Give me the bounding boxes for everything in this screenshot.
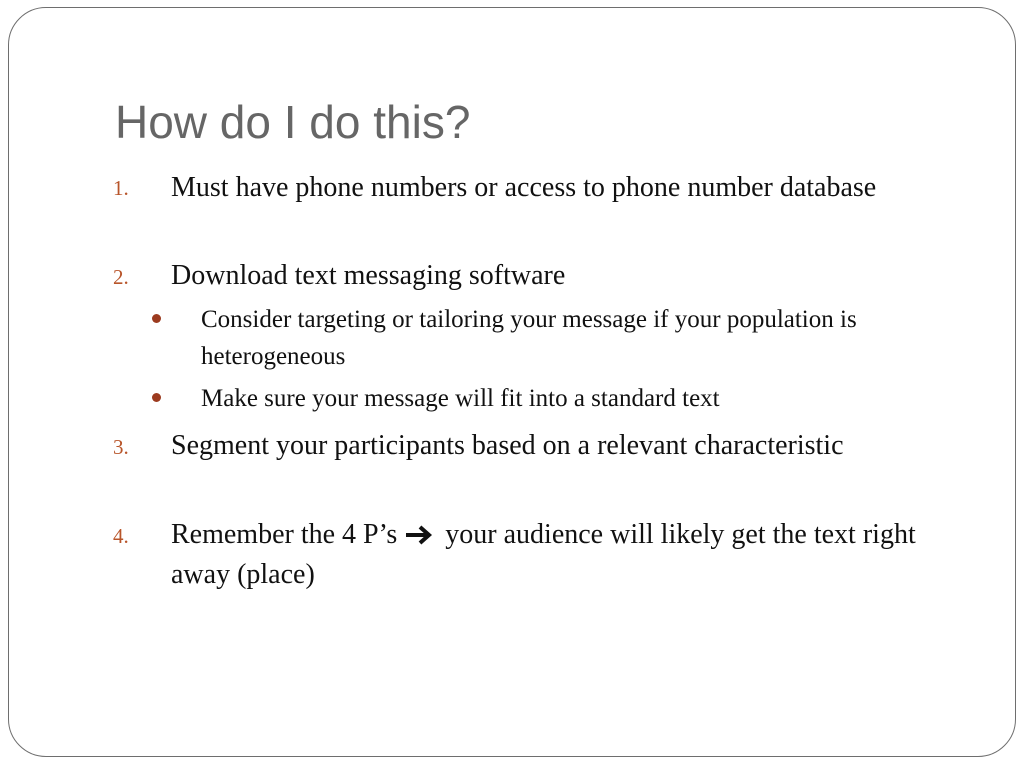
list-text-4-after: your audience will likely get the text right away (place) (171, 519, 916, 590)
list-number-2: 2. (113, 265, 129, 289)
list-text-4 (171, 515, 951, 595)
bullet-icon (152, 314, 161, 323)
slide-frame (8, 7, 1016, 757)
list-text-1: Must have phone numbers or access to phone number database (171, 172, 877, 203)
list-text-2: Download text messaging software (171, 260, 566, 291)
sub-list-text-2: Make sure your message will fit into a standard text (201, 385, 720, 412)
right-arrow-icon (406, 524, 434, 546)
slide-title: How do I do this? (115, 96, 471, 148)
sub-list-text-1: Consider targeting or tailoring your message if your population is heterogeneous (201, 306, 857, 370)
list-text-3: Segment your participants based on a relevant characteristic (171, 430, 844, 461)
list-number-3: 3. (113, 435, 129, 459)
slide-content (9, 8, 1017, 758)
list-number-1: 1. (113, 176, 129, 200)
list-number-4: 4. (113, 524, 129, 548)
bullet-icon (152, 393, 161, 402)
list-text-4-before: Remember the 4 P’s (171, 519, 398, 550)
